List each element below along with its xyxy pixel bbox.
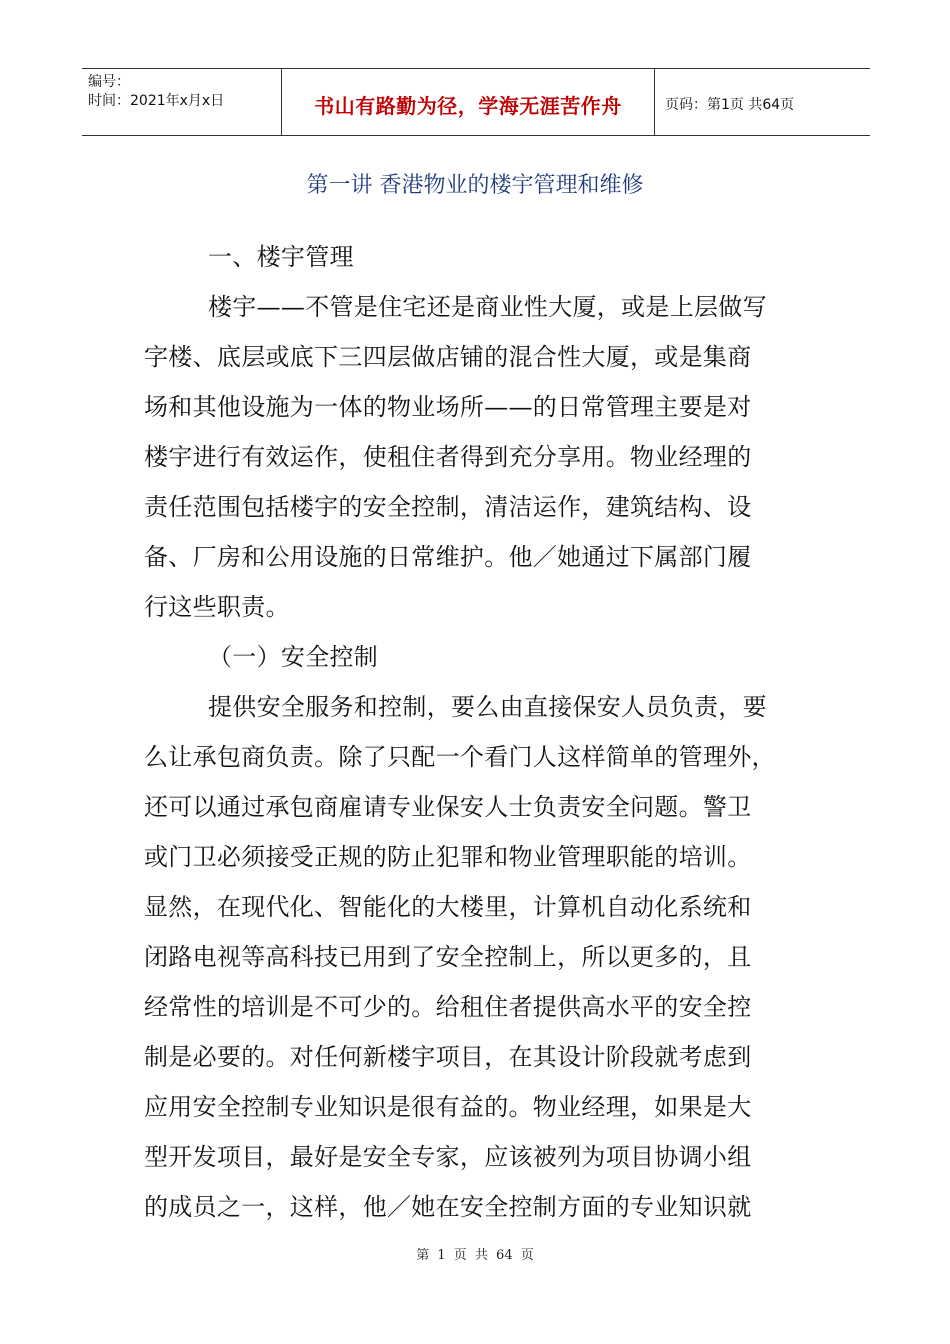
paragraph-line: 字楼、底层或底下三四层做店铺的混合性大厦，或是集商 (144, 343, 752, 371)
paragraph-line: 提供安全服务和控制，要么由直接保安人员负责，要 (208, 693, 767, 721)
header-motto-cell (282, 69, 655, 135)
header-page-cell (655, 69, 870, 135)
section-heading: 一、楼宇管理 (208, 243, 354, 271)
paragraph-line: 楼宇——不管是住宅还是商业性大厦，或是上层做写 (208, 293, 767, 321)
paragraph-line: 型开发项目，最好是安全专家，应该被列为项目协调小组 (144, 1143, 752, 1171)
document-time: 时间：2021年x月x日 (88, 93, 225, 109)
paragraph-line: 显然，在现代化、智能化的大楼里，计算机自动化系统和 (144, 893, 752, 921)
paragraph-line: 或门卫必须接受正规的防止犯罪和物业管理职能的培训。 (144, 843, 752, 871)
paragraph-line: 备、厂房和公用设施的日常维护。他／她通过下属部门履 (144, 543, 752, 571)
header-motto: 书山有路勤为径，学海无涯苦作舟 (314, 93, 622, 118)
paragraph-line: 楼宇进行有效运作，使租住者得到充分享用。物业经理的 (144, 443, 752, 471)
paragraph-line: 么让承包商负责。除了只配一个看门人这样简单的管理外， (144, 743, 776, 771)
paragraph-line: 的成员之一，这样，他／她在安全控制方面的专业知识就 (144, 1193, 752, 1221)
header-meta (82, 69, 282, 135)
paragraph-line: 行这些职责。 (144, 593, 290, 621)
document-title: 第一讲 香港物业的楼宇管理和维修 (306, 173, 644, 198)
header-page-code: 页码：第1页 共64页 (665, 97, 795, 113)
paragraph-line: 闭路电视等高科技已用到了安全控制上，所以更多的，且 (144, 943, 752, 971)
paragraph-line: 应用安全控制专业知识是很有益的。物业经理，如果是大 (144, 1093, 752, 1121)
document-number: 编号： (88, 74, 130, 90)
document-header (82, 68, 870, 136)
paragraph-line: 责任范围包括楼宇的安全控制，清洁运作，建筑结构、设 (144, 493, 752, 521)
page-footer: 第 1 页 共 64 页 (416, 1248, 534, 1263)
paragraph-line: 还可以通过承包商雇请专业保安人士负责安全问题。警卫 (144, 793, 752, 821)
paragraph-line: 场和其他设施为一体的物业场所——的日常管理主要是对 (144, 393, 752, 421)
subsection-heading: （一）安全控制 (208, 643, 379, 671)
paragraph-line: 经常性的培训是不可少的。给租住者提供高水平的安全控 (144, 993, 752, 1021)
document-body (144, 232, 804, 1232)
paragraph-line: 制是必要的。对任何新楼宇项目，在其设计阶段就考虑到 (144, 1043, 752, 1071)
